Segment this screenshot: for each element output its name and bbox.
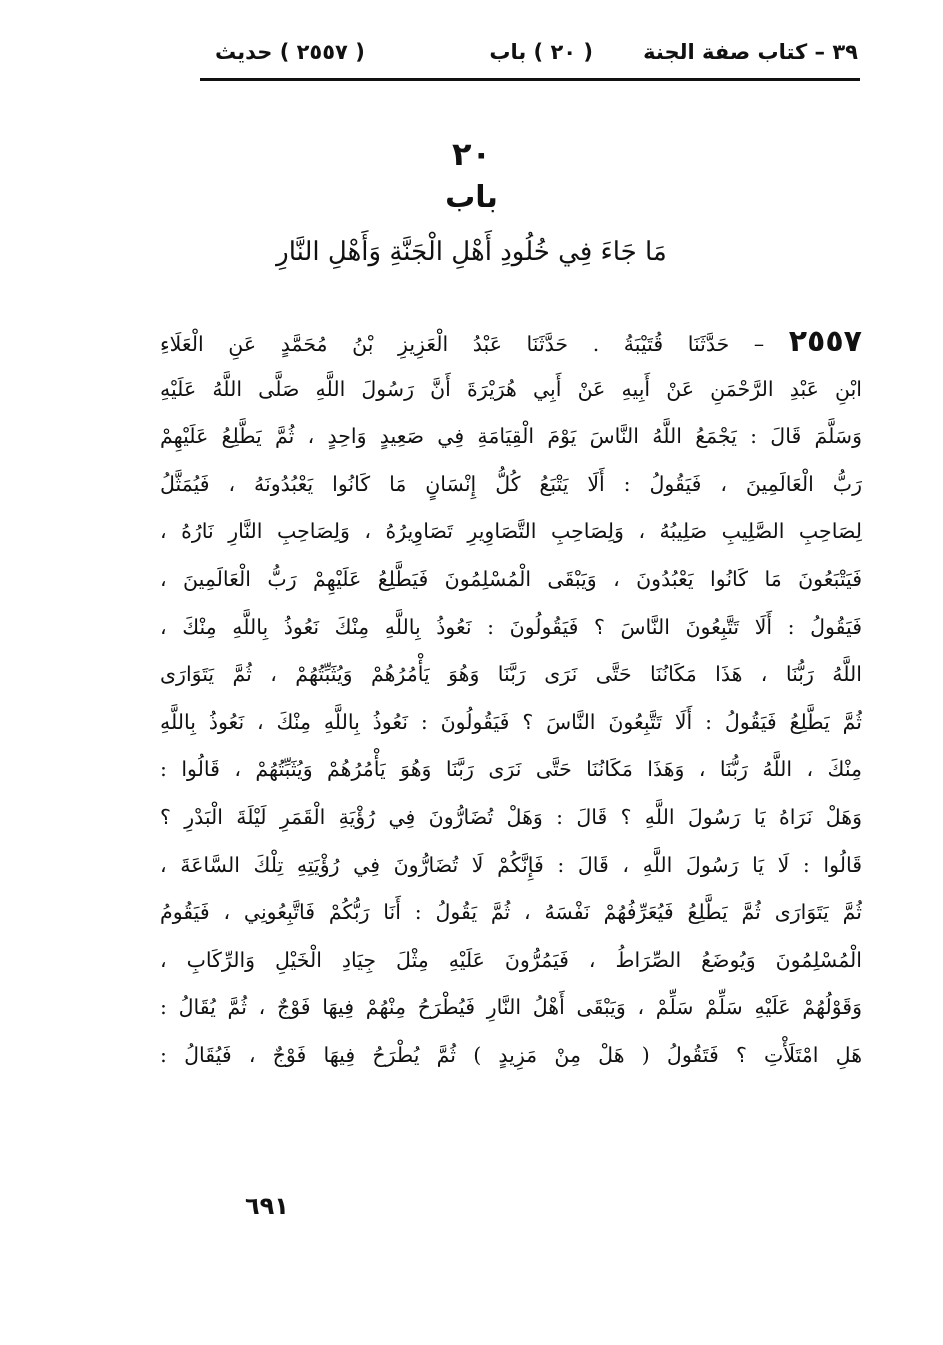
hadith-line: ابْنِ عَبْدِ الرَّحْمَنِ عَنْ أَبِيهِ عَنْ أَبِي هُرَيْرَةَ أَنَّ رَسُولَ اللَّهِ صَلَّى اللَّهُ عَلَيْهِ	[160, 376, 862, 401]
hadith-line: وَقَوْلُهُمْ عَلَيْهِ سَلِّمْ سَلِّمْ ، وَيَبْقَى أَهْلُ النَّارِ فَيُطْرَحُ مِنْهُمْ فِيهَا فَوْجٌ ، ثُمَّ يُقَالُ :	[160, 995, 862, 1020]
hadith-line: وَسَلَّمَ قَالَ : يَجْمَعُ اللَّهُ النَّاسَ يَوْمَ الْقِيَامَةِ فِي صَعِيدٍ وَاحِدٍ ، ثُمَّ يَطَّلِعُ عَلَيْهِمْ	[160, 424, 862, 449]
header-hadith-ref: ( ٢٥٥٧ ) حديث	[215, 40, 365, 64]
hadith-line-text: – حَدَّثَنَا قُتَيْبَةُ . حَدَّثَنَا عَبْدُ الْعَزِيزِ بْنُ مُحَمَّدٍ عَنِ الْعَلَاءِ	[160, 332, 765, 356]
header-rule	[200, 78, 860, 81]
hadith-line: فَيَقُولُ : أَلَا تَتَّبِعُونَ النَّاسَ ؟ فَيَقُولُونَ : نَعُوذُ بِاللَّهِ مِنْكَ نَعُوذُ بِاللَّهِ مِنْكَ ،	[160, 614, 862, 639]
hadith-number: ٢٥٥٧	[788, 324, 862, 359]
chapter-title: مَا جَاءَ فِي خُلُودِ أَهْلِ الْجَنَّةِ وَأَهْلِ النَّارِ	[276, 237, 667, 267]
page-number: ٦٩١	[245, 1192, 289, 1220]
hadith-body	[160, 318, 862, 1080]
hadith-line: رَبُّ الْعَالَمِينَ ، فَيَقُولُ : أَلَا يَتْبَعُ كُلُّ إِنْسَانٍ مَا كَانُوا يَعْبُدُونَهُ ، فَيُمَثَّلُ	[160, 471, 862, 496]
chapter-number: ٢٠	[451, 135, 492, 173]
hadith-line: الْمُسْلِمُونَ وَيُوضَعُ الصِّرَاطُ ، فَيَمُرُّونَ عَلَيْهِ مِثْلَ جِيَادِ الْخَيْلِ وَالرِّكَابِ ،	[160, 947, 862, 972]
hadith-line: قَالُوا : لَا يَا رَسُولَ اللَّهِ ، قَالَ : فَإِنَّكُمْ لَا تُضَارُّونَ فِي رُؤْيَتِهِ تِلْكَ السَّاعَةَ ،	[160, 852, 862, 877]
hadith-line: هَلِ امْتَلَأْتِ ؟ فَتَقُولُ ( هَلْ مِنْ مَزِيدٍ ) ثُمَّ يُطْرَحُ فِيهَا فَوْجٌ ، فَيُقَالُ :	[160, 1042, 862, 1067]
hadith-line: اللَّهُ رَبُّنَا ، هَذَا مَكَانُنَا حَتَّى نَرَى رَبَّنَا وَهُوَ يَأْمُرُهُمْ وَيُثَبِّتُهُمْ ، ثُمَّ يَتَوَارَى	[160, 662, 862, 687]
hadith-line	[160, 318, 862, 366]
chapter-word: باب	[445, 180, 498, 215]
header-book-title: ٣٩ – كتاب صفة الجنة	[643, 40, 858, 64]
header-chapter: ( ٢٠ ) باب	[489, 40, 593, 64]
hadith-line: فَيَتْبَعُونَ مَا كَانُوا يَعْبُدُونَ ، وَيَبْقَى الْمُسْلِمُونَ فَيَطَّلِعُ عَلَيْهِمْ رَبُّ الْعَالَمِينَ ،	[160, 566, 862, 591]
hadith-line: وَهَلْ نَرَاهُ يَا رَسُولَ اللَّهِ ؟ قَالَ : وَهَلْ تُضَارُّونَ فِي رُؤْيَةِ الْقَمَرِ لَيْلَةَ الْبَدْرِ ؟	[160, 804, 862, 829]
hadith-line: ثُمَّ يَتَوَارَى ثُمَّ يَطَّلِعُ فَيُعَرِّفُهُمْ نَفْسَهُ ، ثُمَّ يَقُولُ : أَنَا رَبُّكُمْ فَاتَّبِعُونِي ، فَيَقُومُ	[160, 900, 862, 925]
running-header	[215, 30, 858, 78]
hadith-line: مِنْكَ ، اللَّهُ رَبُّنَا ، وَهَذَا مَكَانُنَا حَتَّى نَرَى رَبَّنَا وَهُوَ يَأْمُرُهُمْ وَيُثَبِّتُهُمْ ، قَالُوا :	[160, 757, 862, 782]
hadith-line: ثُمَّ يَطَّلِعُ فَيَقُولُ : أَلَا تَتَّبِعُونَ النَّاسَ ؟ فَيَقُولُونَ : نَعُوذُ بِاللَّهِ مِنْكَ ، نَعُوذُ بِاللَّهِ	[160, 709, 862, 734]
hadith-line: لِصَاحِبِ الصَّلِيبِ صَلِيبُهُ ، وَلِصَاحِبِ التَّصَاوِيرِ تَصَاوِيرُهُ ، وَلِصَاحِبِ النَّارِ نَارُهُ ،	[160, 519, 862, 544]
